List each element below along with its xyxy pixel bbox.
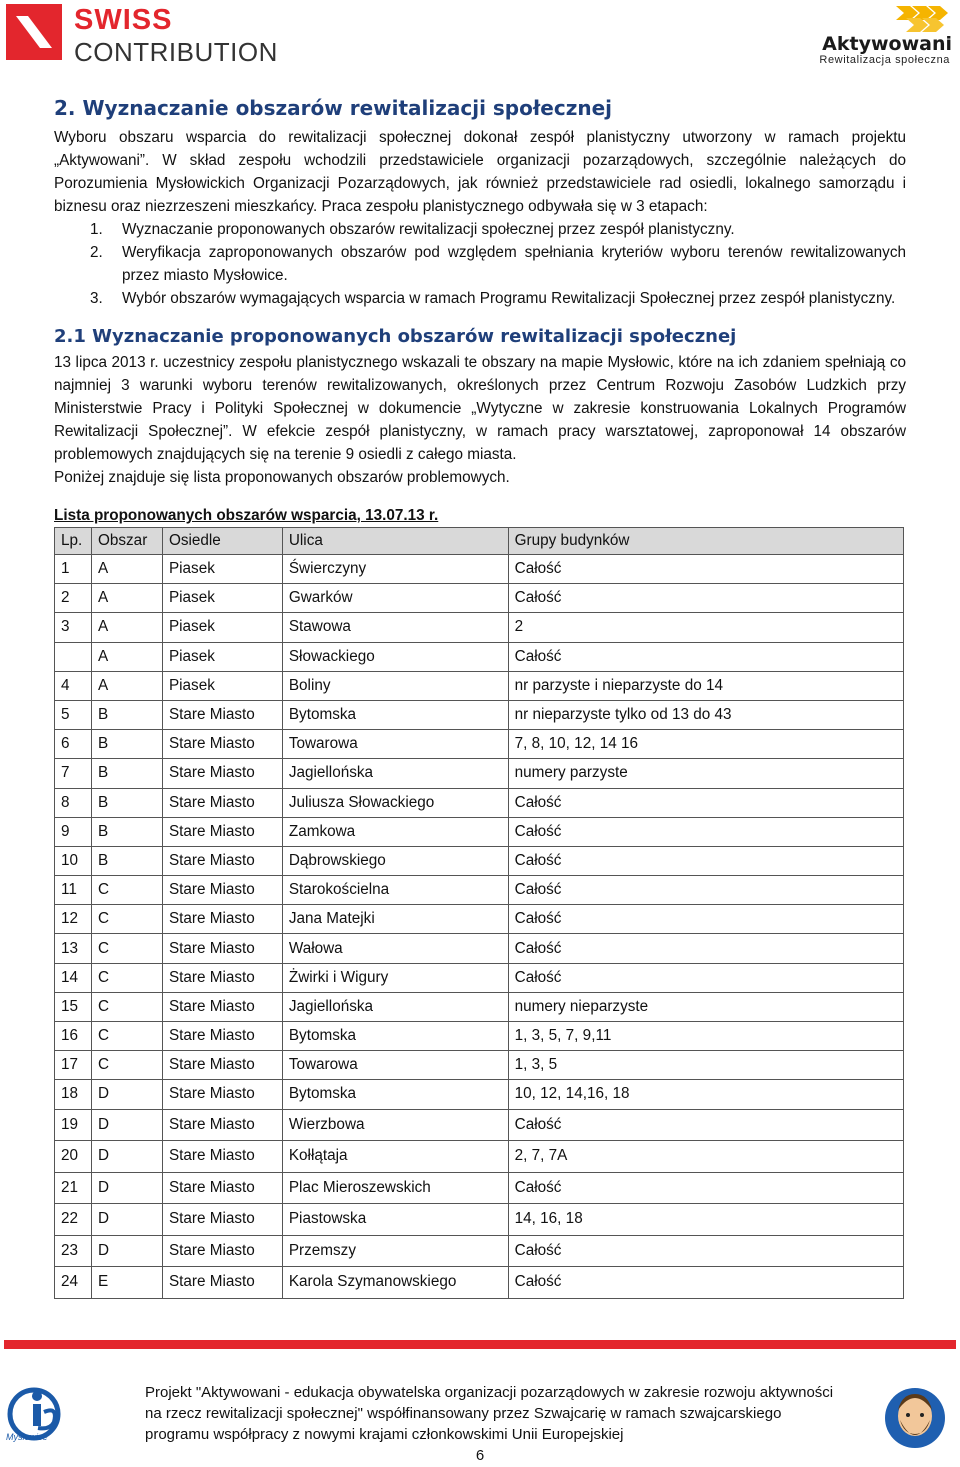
cell-grupy-budynkow: Całość	[508, 876, 903, 905]
table-row	[55, 1051, 904, 1080]
cell-osiedle: Stare Miasto	[162, 846, 282, 875]
footer-divider	[4, 1340, 956, 1349]
cell-grupy-budynkow: Całość	[508, 905, 903, 934]
cell-obszar: B	[91, 730, 162, 759]
subsection-paragraph: 13 lipca 2013 r. uczestnicy zespołu planistycznego wskazali te obszary na mapie Mysłowic, które na ich zdaniem spełniają co najmniej 3 warunki wyboru terenów rewitalizowanych, określonych przez Centrum Rozwoju Zasobów Ludzkich przy Ministerstwie Pracy i Polityki Społecznej w dokumencie „Wytyczne w zakresie konstruowania Lokalnych Programów Rewitalizacji Społecznej”. W efekcie zespół planistyczny, w ramach pracy warsztatowej, zaproponował 14 obszarów problemowych znajdujących się na terenie 9 osiedli z całego miasta.	[54, 354, 906, 463]
list-item-text: Wybór obszarów wymagających wsparcia w ramach Programu Rewitalizacji Społecznej przez zespół planistyczny.	[122, 290, 896, 307]
cell-ulica: Bytomska	[282, 1022, 508, 1051]
table-row	[55, 934, 904, 963]
cell-obszar: C	[91, 876, 162, 905]
section-intro-paragraph: Wyboru obszaru wsparcia do rewitalizacji społecznej dokonał zespół planistyczny utworzony w ramach projektu „Aktywowani”. W skład zespołu wchodzili przedstawiciele organizacji pozarządowych, szczególnie należących do Porozumienia Mysłowickich Organizacji Pozarządowych, jak również przedstawiciele rad osiedli, lokalnego samorządu i biznesu oraz niezrzeszeni mieszkańcy. Praca zespołu planistycznego odbywała się w 3 etapach:	[54, 129, 906, 215]
cell-ulica: Towarowa	[282, 1051, 508, 1080]
cell-obszar: C	[91, 1051, 162, 1080]
cell-obszar: B	[91, 700, 162, 729]
table-row	[55, 671, 904, 700]
cell-grupy-budynkow: Całość	[508, 817, 903, 846]
logo-swiss-text: SWISS	[74, 4, 173, 36]
swiss-contribution-logo	[6, 4, 296, 67]
cell-obszar: B	[91, 846, 162, 875]
footer-project-text: Projekt "Aktywowani - edukacja obywatelska organizacji pozarządowych w zakresie rozwoju aktywności na rzecz rewitalizacji społecznej" współfinansowany przez Szwajcarię w ramach szwajcarskiego programu współpracy z nowymi krajami członkowskimi Unii Europejskiej	[145, 1384, 834, 1443]
table-row	[55, 1141, 904, 1173]
cell-lp: 3	[55, 613, 92, 642]
cell-osiedle: Piasek	[162, 613, 282, 642]
list-number: 3.	[90, 290, 103, 307]
table-row	[55, 759, 904, 788]
list-item	[54, 287, 906, 310]
cell-ulica: Plac Mieroszewskich	[282, 1172, 508, 1204]
cell-ulica: Boliny	[282, 671, 508, 700]
cell-osiedle: Stare Miasto	[162, 817, 282, 846]
table-row	[55, 613, 904, 642]
cell-osiedle: Piasek	[162, 555, 282, 584]
cell-ulica: Jagiellońska	[282, 992, 508, 1021]
cell-obszar: B	[91, 817, 162, 846]
cell-grupy-budynkow: Całość	[508, 584, 903, 613]
cell-obszar: A	[91, 671, 162, 700]
cell-obszar: A	[91, 613, 162, 642]
steps-list	[54, 218, 906, 310]
cell-grupy-budynkow: Całość	[508, 1172, 903, 1204]
cell-grupy-budynkow: nr parzyste i nieparzyste do 14	[508, 671, 903, 700]
table-title: Lista proponowanych obszarów wsparcia, 13.07.13 r.	[54, 507, 439, 524]
mascot-logo	[880, 1380, 950, 1452]
cell-obszar: C	[91, 963, 162, 992]
cell-ulica: Wierzbowa	[282, 1109, 508, 1141]
table-row	[55, 992, 904, 1021]
cell-lp: 16	[55, 1022, 92, 1051]
cell-ulica: Przemszy	[282, 1235, 508, 1267]
cell-obszar: D	[91, 1204, 162, 1236]
cell-osiedle: Stare Miasto	[162, 759, 282, 788]
cell-lp: 6	[55, 730, 92, 759]
cell-grupy-budynkow: Całość	[508, 1235, 903, 1267]
cell-osiedle: Stare Miasto	[162, 1267, 282, 1299]
cell-ulica: Bytomska	[282, 700, 508, 729]
table-row	[55, 817, 904, 846]
cell-osiedle: Stare Miasto	[162, 1051, 282, 1080]
cell-grupy-budynkow: numery nieparzyste	[508, 992, 903, 1021]
cell-osiedle: Stare Miasto	[162, 700, 282, 729]
cell-grupy-budynkow: 2, 7, 7A	[508, 1141, 903, 1173]
cell-obszar: D	[91, 1235, 162, 1267]
column-header-ulica: Ulica	[282, 528, 508, 555]
table-row	[55, 584, 904, 613]
cell-lp: 17	[55, 1051, 92, 1080]
table-row	[55, 1109, 904, 1141]
cell-obszar: C	[91, 992, 162, 1021]
aktywowani-logo	[802, 4, 952, 66]
bearded-face-icon	[880, 1380, 950, 1452]
cell-ulica: Słowackiego	[282, 642, 508, 671]
document-body	[54, 96, 906, 1299]
list-number: 2.	[90, 244, 103, 261]
table-row	[55, 876, 904, 905]
cell-lp	[55, 642, 92, 671]
cell-lp: 8	[55, 788, 92, 817]
cell-grupy-budynkow: 14, 16, 18	[508, 1204, 903, 1236]
table-row	[55, 788, 904, 817]
cell-obszar: D	[91, 1109, 162, 1141]
cell-lp: 4	[55, 671, 92, 700]
cell-obszar: E	[91, 1267, 162, 1299]
cell-osiedle: Stare Miasto	[162, 1204, 282, 1236]
cell-osiedle: Stare Miasto	[162, 1080, 282, 1109]
cell-lp: 24	[55, 1267, 92, 1299]
list-item-text: Wyznaczanie proponowanych obszarów rewitalizacji społecznej przez zespół planistyczny.	[122, 221, 735, 238]
cell-ulica: Świerczyny	[282, 555, 508, 584]
cell-lp: 7	[55, 759, 92, 788]
table-row	[55, 1235, 904, 1267]
cell-osiedle: Stare Miasto	[162, 1235, 282, 1267]
table-header-row	[55, 528, 904, 555]
cell-lp: 12	[55, 905, 92, 934]
cell-lp: 2	[55, 584, 92, 613]
cell-obszar: A	[91, 584, 162, 613]
list-number: 1.	[90, 221, 103, 238]
cell-ulica: Jana Matejki	[282, 905, 508, 934]
cell-obszar: A	[91, 642, 162, 671]
table-row	[55, 1267, 904, 1299]
cell-obszar: C	[91, 1022, 162, 1051]
cell-obszar: B	[91, 788, 162, 817]
table-row	[55, 642, 904, 671]
table-row	[55, 905, 904, 934]
column-header-osiedle: Osiedle	[162, 528, 282, 555]
subsection-heading: 2.1 Wyznaczanie proponowanych obszarów rewitalizacji społecznej	[54, 326, 737, 347]
cell-grupy-budynkow: Całość	[508, 555, 903, 584]
cell-grupy-budynkow: Całość	[508, 1109, 903, 1141]
cell-grupy-budynkow: Całość	[508, 788, 903, 817]
cell-grupy-budynkow: Całość	[508, 1267, 903, 1299]
page-number: 6	[475, 1447, 485, 1464]
cell-osiedle: Stare Miasto	[162, 1109, 282, 1141]
cell-lp: 11	[55, 876, 92, 905]
myslowice-logo-label: Mysłowice	[6, 1432, 48, 1442]
cell-osiedle: Stare Miasto	[162, 876, 282, 905]
cell-lp: 18	[55, 1080, 92, 1109]
table-row	[55, 846, 904, 875]
cell-grupy-budynkow: 7, 8, 10, 12, 14 16	[508, 730, 903, 759]
cell-ulica: Juliusza Słowackiego	[282, 788, 508, 817]
cell-obszar: C	[91, 905, 162, 934]
column-header-grupy-budynkow: Grupy budynków	[508, 528, 903, 555]
cell-obszar: D	[91, 1172, 162, 1204]
myslowice-logo	[4, 1382, 74, 1452]
section-heading: 2. Wyznaczanie obszarów rewitalizacji społecznej	[54, 96, 612, 120]
cell-lp: 23	[55, 1235, 92, 1267]
subsection-paragraph-2: Poniżej znajduje się lista proponowanych obszarów problemowych.	[54, 469, 510, 486]
cell-ulica: Wałowa	[282, 934, 508, 963]
cell-lp: 1	[55, 555, 92, 584]
logo-aktywowani-subtitle: Rewitalizacja społeczna	[819, 54, 950, 66]
table-row	[55, 730, 904, 759]
cell-grupy-budynkow: 1, 3, 5, 7, 9,11	[508, 1022, 903, 1051]
cell-ulica: Karola Szymanowskiego	[282, 1267, 508, 1299]
table-row	[55, 963, 904, 992]
cell-grupy-budynkow: 1, 3, 5	[508, 1051, 903, 1080]
cell-lp: 21	[55, 1172, 92, 1204]
cell-ulica: Dąbrowskiego	[282, 846, 508, 875]
swiss-flag-icon	[6, 4, 62, 60]
table-body	[55, 555, 904, 1299]
list-item-text: Weryfikacja zaproponowanych obszarów pod względem spełniania kryteriów wyboru terenów rewitalizowanych przez miasto Mysłowice.	[122, 244, 906, 284]
cell-ulica: Piastowska	[282, 1204, 508, 1236]
table-row	[55, 1080, 904, 1109]
cell-grupy-budynkow: 2	[508, 613, 903, 642]
cell-grupy-budynkow: nr nieparzyste tylko od 13 do 43	[508, 700, 903, 729]
cell-osiedle: Stare Miasto	[162, 1022, 282, 1051]
cell-lp: 10	[55, 846, 92, 875]
chevron-arrows-icon	[896, 4, 948, 32]
cell-ulica: Gwarków	[282, 584, 508, 613]
cell-lp: 14	[55, 963, 92, 992]
cell-ulica: Starokościelna	[282, 876, 508, 905]
cell-osiedle: Stare Miasto	[162, 963, 282, 992]
column-header-obszar: Obszar	[91, 528, 162, 555]
cell-osiedle: Stare Miasto	[162, 905, 282, 934]
cell-grupy-budynkow: 10, 12, 14,16, 18	[508, 1080, 903, 1109]
cell-osiedle: Piasek	[162, 584, 282, 613]
column-header-lp: Lp.	[55, 528, 92, 555]
cell-ulica: Żwirki i Wigury	[282, 963, 508, 992]
cell-ulica: Bytomska	[282, 1080, 508, 1109]
cell-grupy-budynkow: Całość	[508, 963, 903, 992]
cell-obszar: B	[91, 759, 162, 788]
cell-osiedle: Stare Miasto	[162, 788, 282, 817]
cell-ulica: Stawowa	[282, 613, 508, 642]
cell-lp: 5	[55, 700, 92, 729]
cell-grupy-budynkow: numery parzyste	[508, 759, 903, 788]
cell-osiedle: Stare Miasto	[162, 992, 282, 1021]
cell-grupy-budynkow: Całość	[508, 934, 903, 963]
cell-lp: 19	[55, 1109, 92, 1141]
cell-osiedle: Stare Miasto	[162, 1141, 282, 1173]
cell-grupy-budynkow: Całość	[508, 642, 903, 671]
cell-ulica: Zamkowa	[282, 817, 508, 846]
table-row	[55, 1204, 904, 1236]
cell-lp: 20	[55, 1141, 92, 1173]
areas-table	[54, 527, 904, 1299]
logo-aktywowani-text: Aktywowani	[822, 33, 952, 55]
cell-lp: 15	[55, 992, 92, 1021]
cell-ulica: Kołłątaja	[282, 1141, 508, 1173]
cell-obszar: A	[91, 555, 162, 584]
list-item	[54, 218, 906, 241]
cell-lp: 9	[55, 817, 92, 846]
table-row	[55, 555, 904, 584]
logo-contribution-text: CONTRIBUTION	[74, 37, 278, 67]
cell-osiedle: Stare Miasto	[162, 1172, 282, 1204]
cell-lp: 22	[55, 1204, 92, 1236]
cell-grupy-budynkow: Całość	[508, 846, 903, 875]
table-row	[55, 1172, 904, 1204]
cell-osiedle: Stare Miasto	[162, 934, 282, 963]
cell-osiedle: Piasek	[162, 642, 282, 671]
cell-ulica: Towarowa	[282, 730, 508, 759]
list-item	[54, 241, 906, 287]
cell-osiedle: Piasek	[162, 671, 282, 700]
cell-osiedle: Stare Miasto	[162, 730, 282, 759]
cell-obszar: C	[91, 934, 162, 963]
cell-lp: 13	[55, 934, 92, 963]
cell-obszar: D	[91, 1141, 162, 1173]
cell-obszar: D	[91, 1080, 162, 1109]
table-row	[55, 700, 904, 729]
table-row	[55, 1022, 904, 1051]
cell-ulica: Jagiellońska	[282, 759, 508, 788]
